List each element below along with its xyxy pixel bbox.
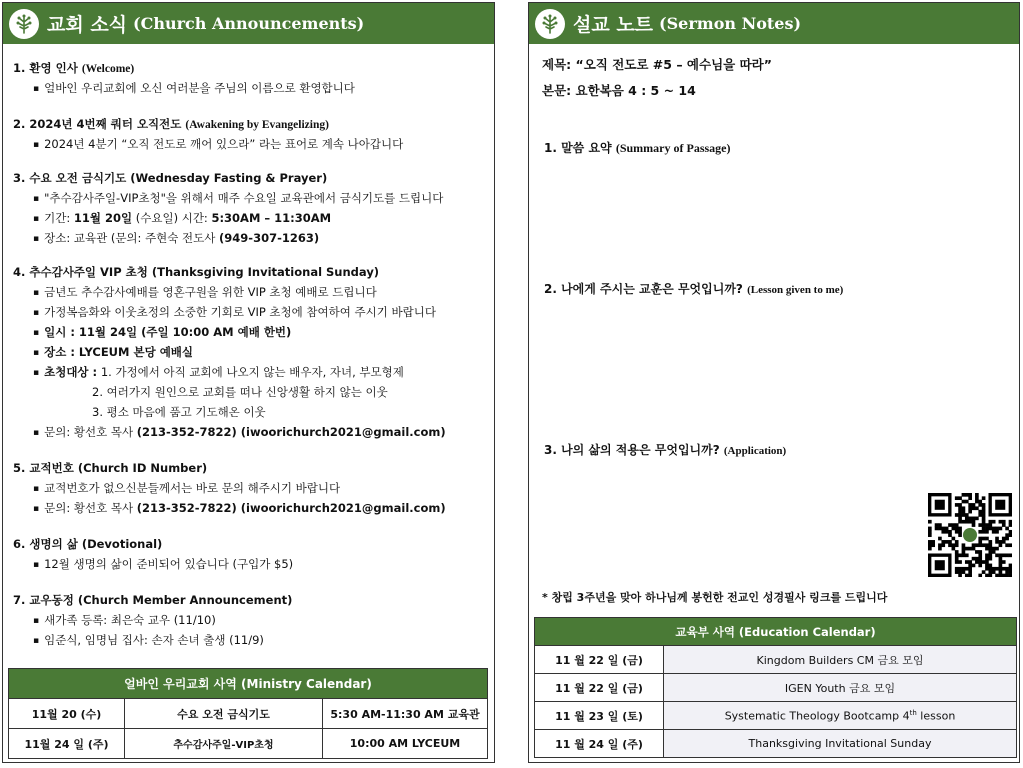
member-news-title: 7. 교우동정 (Church Member Announcement) (13, 593, 293, 607)
vip-sunday-section (13, 264, 488, 440)
devotional-title: 6. 생명의 삶 (Devotional) (13, 537, 163, 551)
education-calendar-title: 교육부 사역 (Education Calendar) (535, 618, 1017, 646)
member-news-section (13, 592, 488, 648)
sermon-notes-header (529, 3, 1019, 44)
summary-heading: 1. 말씀 요약 (Summary of Passage) (544, 141, 731, 155)
vip-sunday-contact: ▪ 문의: 황선호 목사 (213-352-7822) (iwoorichurch2021@gmail.com) (33, 424, 488, 440)
vip-sunday-line-1: ▪ 금년도 추수감사예배를 영혼구원을 위한 VIP 초청 예배로 드립니다 (33, 284, 488, 300)
church-id-text: ▪ 교적번호가 없으신분들께서는 바로 문의 해주시기 바랍니다 (33, 480, 488, 496)
welcome-title: 1. 환영 인사 (Welcome) (13, 61, 135, 75)
sermon-title: 제목: “오직 전도로 #5 – 예수님을 따라” (542, 57, 772, 72)
evangelizing-section (13, 116, 488, 152)
ministry-date: 11월 20 (수) (9, 699, 125, 729)
lesson-heading: 2. 나에게 주시는 교훈은 무엇입니까? (Lesson given to me) (544, 282, 844, 296)
vip-sunday-place: ▪ 장소 : LYCEUM 본당 예배실 (33, 344, 488, 360)
table-row (535, 646, 1017, 674)
announcements-title-en: (Church Announcements) (133, 14, 365, 33)
welcome-section (13, 60, 488, 96)
ministry-detail: 10:00 AM LYCEUM (323, 729, 488, 759)
ministry-event: 추수감사주일-VIP초청 (125, 729, 323, 759)
announcements-header (3, 3, 494, 44)
vip-sunday-target-2: 2. 여러가지 원인으로 교회를 떠나 신앙생활 하지 않는 이웃 (92, 385, 388, 399)
devotional-section (13, 536, 488, 572)
fasting-prayer-place: ▪ 장소: 교육관 (문의: 주현숙 전도사 (949-307-1263) (33, 230, 488, 246)
education-calendar-table (534, 617, 1017, 758)
fasting-prayer-title: 3. 수요 오전 금식기도 (Wednesday Fasting & Prayer) (13, 171, 328, 185)
table-row (535, 674, 1017, 702)
table-row (535, 730, 1017, 758)
vip-sunday-datetime: ▪ 일시 : 11월 24일 (주일 10:00 AM 예배 한번) (33, 324, 488, 340)
education-date: 11 월 22 일 (금) (535, 646, 664, 674)
fasting-prayer-period: ▪ 기간: 11월 20일 (수요일) 시간: 5:30AM – 11:30AM (33, 210, 488, 226)
sermon-notes-title-en: (Sermon Notes) (659, 14, 802, 33)
table-row (9, 729, 488, 759)
sermon-passage: 본문: 요한복음 4 : 5 ~ 14 (542, 83, 696, 98)
fasting-prayer-purpose: ▪ "추수감사주일-VIP초청"을 위해서 매주 수요일 교육관에서 금식기도를 드립니다 (33, 190, 488, 206)
education-date: 11 월 23 일 (토) (535, 702, 664, 730)
sermon-notes-title-ko: 설교 노트 (573, 14, 654, 36)
announcements-title-ko: 교회 소식 (47, 14, 128, 36)
table-row (535, 702, 1017, 730)
ministry-event: 수요 오전 금식기도 (125, 699, 323, 729)
application-heading: 3. 나의 삶의 적용은 무엇입니까? (Application) (544, 443, 787, 457)
ministry-calendar-table (8, 668, 488, 759)
education-event: Kingdom Builders CM 금요 모임 (664, 646, 1017, 674)
vip-sunday-target-3: 3. 평소 마음에 품고 기도해온 이웃 (92, 405, 266, 419)
qr-code-icon[interactable] (928, 493, 1012, 577)
evangelizing-text: ▪ 2024년 4분기 “오직 전도로 깨어 있으라” 라는 표어로 계속 나아갑니다 (33, 136, 488, 152)
education-event: Thanksgiving Invitational Sunday (664, 730, 1017, 758)
church-announcements-panel (2, 2, 495, 763)
education-date: 11 월 22 일 (금) (535, 674, 664, 702)
education-event: Systematic Theology Bootcamp 4th lesson (664, 702, 1017, 730)
vip-sunday-targets: ▪ 초청대상 : 1. 가정에서 아직 교회에 나오지 않는 배우자, 자녀, 부모형제 (33, 364, 488, 380)
ministry-date: 11월 24 일 (주) (9, 729, 125, 759)
fasting-prayer-section (13, 170, 488, 246)
church-id-section (13, 460, 488, 516)
sermon-notes-panel (528, 2, 1020, 763)
member-news-line-2: ▪ 임준식, 임명님 집사: 손자 손녀 출생 (11/9) (33, 632, 488, 648)
table-row (9, 699, 488, 729)
vip-sunday-title: 4. 추수감사주일 VIP 초청 (Thanksgiving Invitational Sunday) (13, 265, 380, 279)
welcome-text: ▪ 얼바인 우리교회에 오신 여러분을 주님의 이름으로 환영합니다 (33, 80, 488, 96)
tree-logo-icon (9, 9, 39, 39)
education-date: 11 월 24 일 (주) (535, 730, 664, 758)
tree-logo-icon (535, 9, 565, 39)
education-event: IGEN Youth 금요 모임 (664, 674, 1017, 702)
vip-sunday-line-2: ▪ 가정복음화와 이웃초정의 소중한 기회로 VIP 초청에 참여하여 주시기 바랍니다 (33, 304, 488, 320)
ministry-calendar-title: 얼바인 우리교회 사역 (Ministry Calendar) (9, 669, 488, 699)
church-id-contact: ▪ 문의: 황선호 목사 (213-352-7822) (iwoorichurch2021@gmail.com) (33, 500, 488, 516)
church-id-title: 5. 교적번호 (Church ID Number) (13, 461, 208, 475)
evangelizing-title: 2. 2024년 4번째 쿼터 오직전도 (Awakening by Evangelizing) (13, 117, 329, 131)
bible-transcription-note: * 창립 3주년을 맞아 하나님께 봉헌한 전교인 성경필사 링크를 드립니다 (542, 591, 888, 604)
member-news-line-1: ▪ 새가족 등록: 최은숙 교우 (11/10) (33, 612, 488, 628)
ministry-detail: 5:30 AM-11:30 AM 교육관 (323, 699, 488, 729)
devotional-text: ▪ 12월 생명의 삶이 준비되어 있습니다 (구입가 $5) (33, 556, 488, 572)
